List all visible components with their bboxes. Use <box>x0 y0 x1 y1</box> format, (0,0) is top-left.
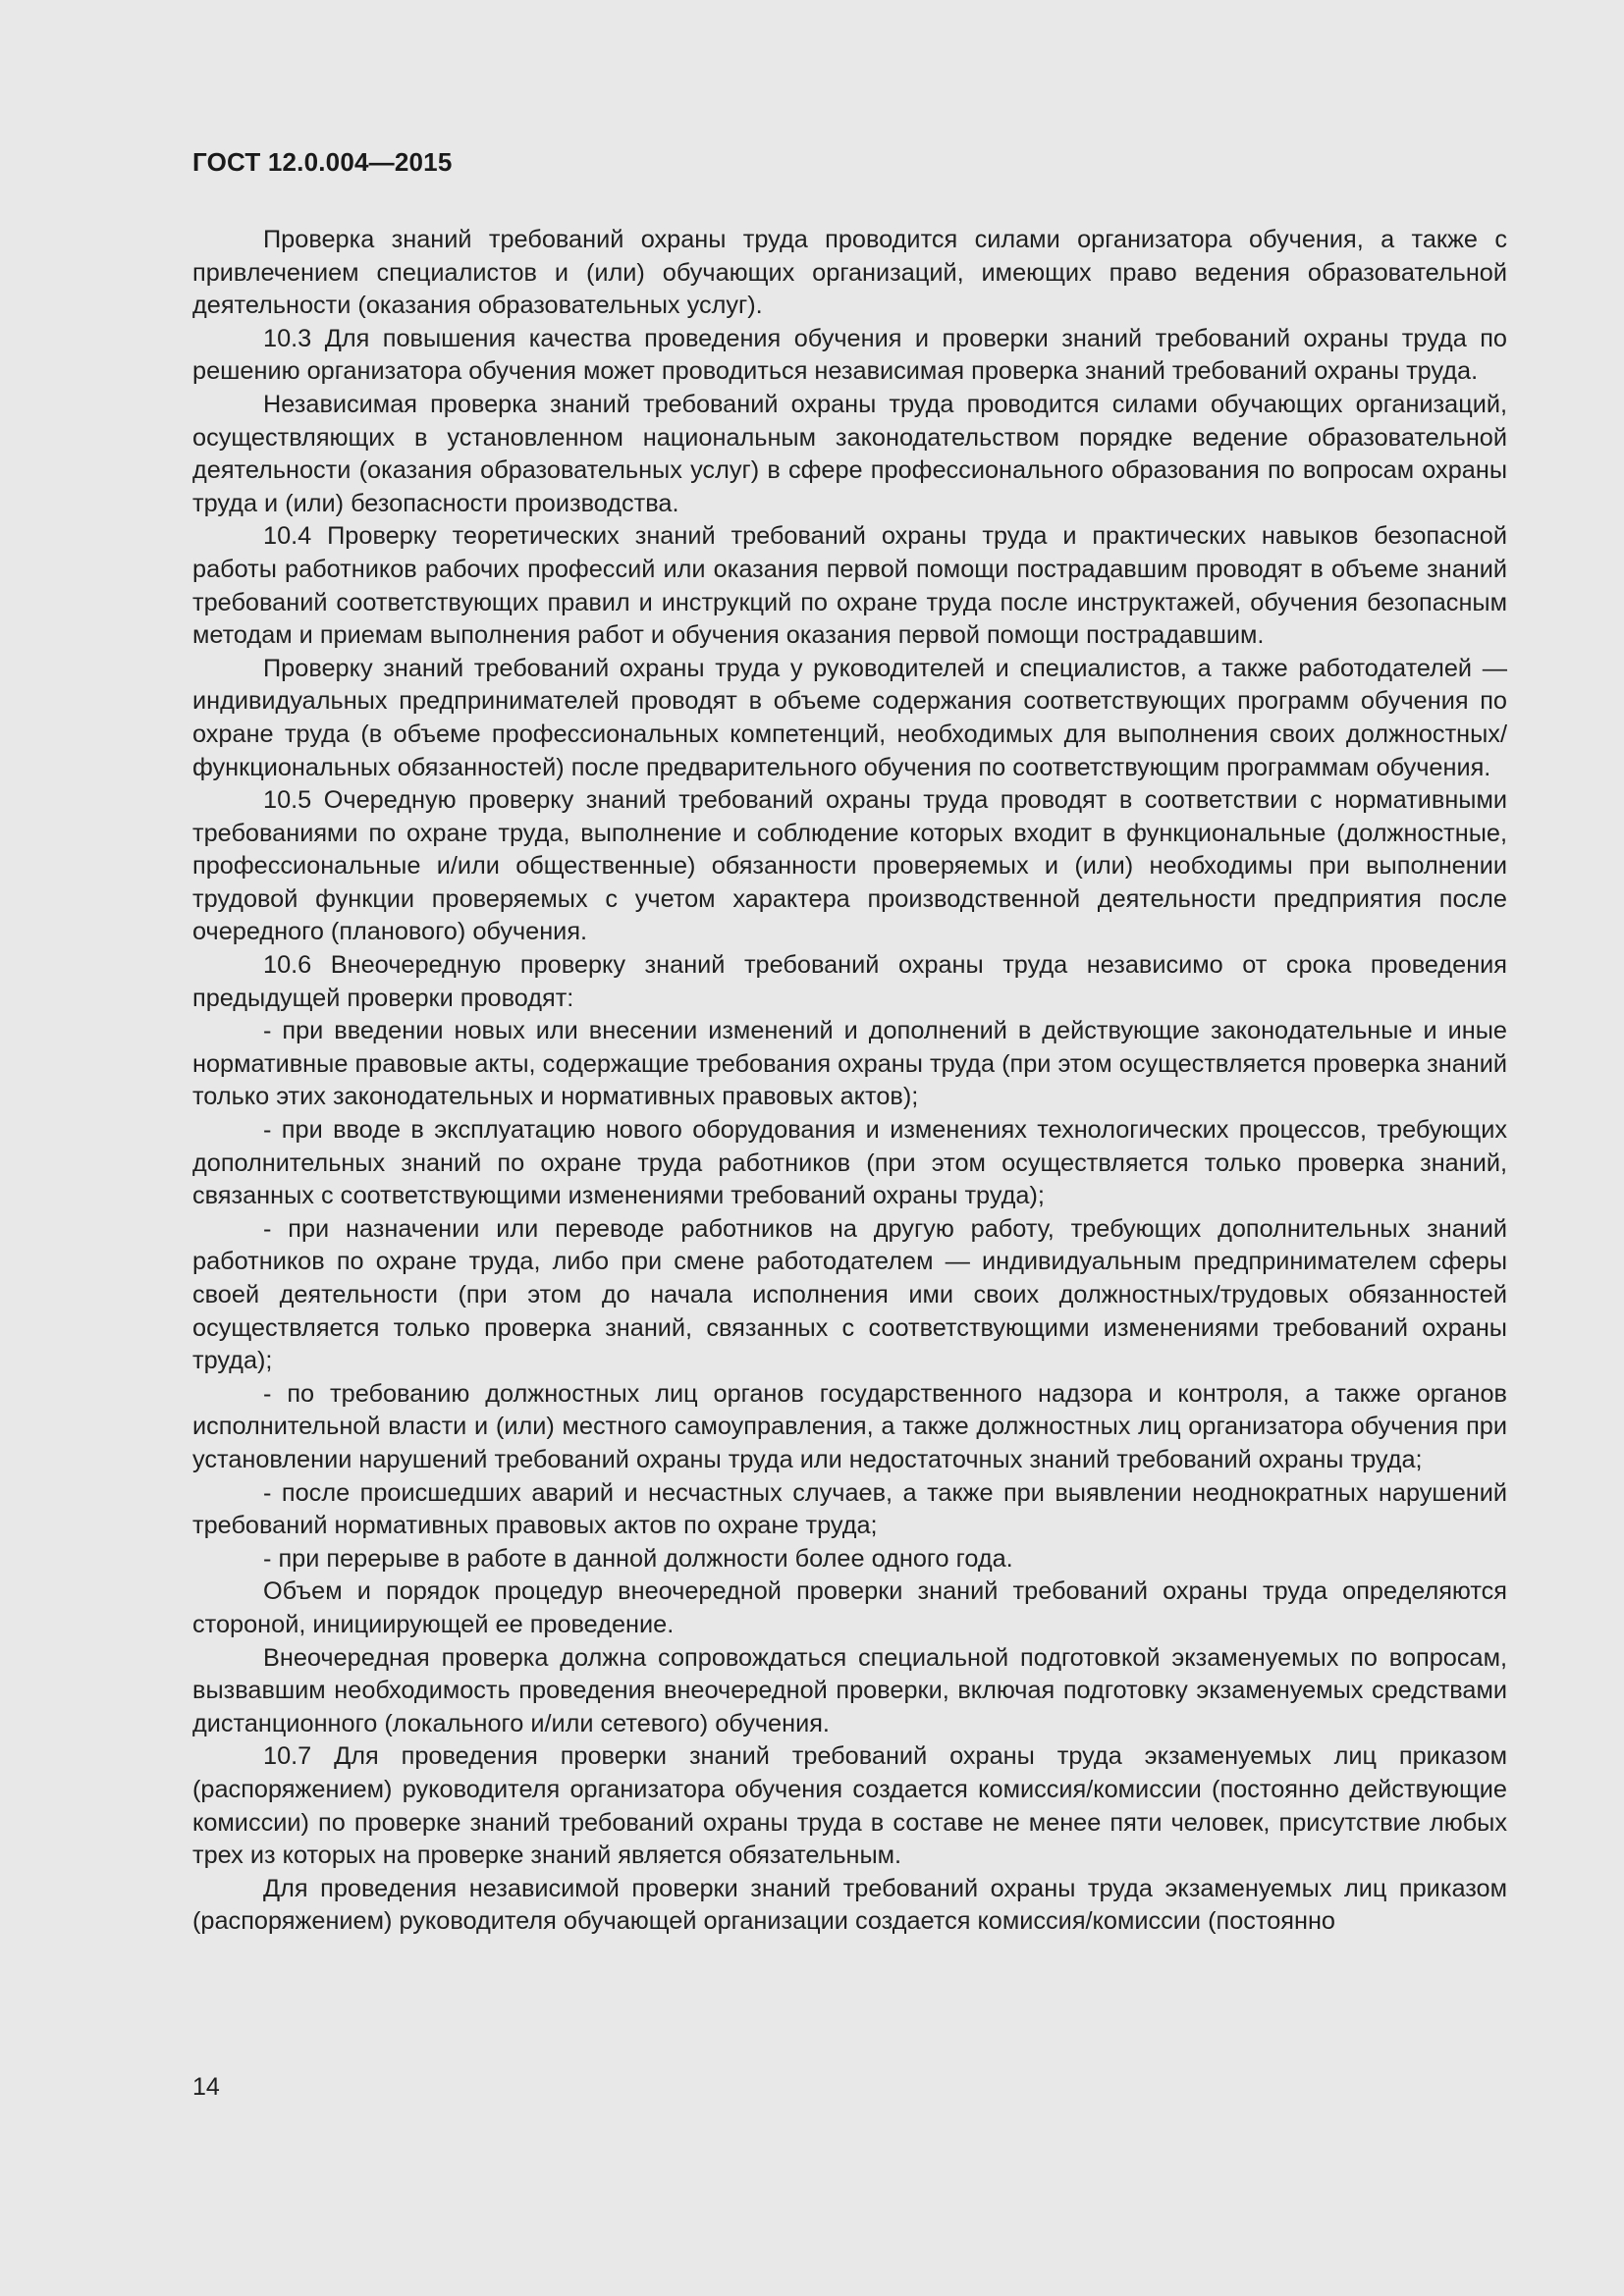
list-item: - при перерыве в работе в данной должности более одного года. <box>263 1544 1013 1573</box>
list-item: - после происшедших аварий и несчастных случаев, а также при выявлении неоднократных нарушений требований нормативных правовых актов по охране труда; <box>192 1478 1507 1540</box>
paragraph: Независимая проверка знаний требований охраны труда проводится силами обучающих организаций, осуществляющих в установленном национальным законодательством порядке ведение образовательной деятельности (оказания образовательных услуг) в сфере профессионального образования по вопросам охраны труда и (или) безопасности производства. <box>192 390 1507 517</box>
list-item: - при введении новых или внесении изменений и дополнений в действующие законодательные и иные нормативные правовые акты, содержащие требования охраны труда (при этом осуществляется проверка знаний только этих законодательных и нормативных правовых актов); <box>192 1017 1507 1111</box>
paragraph-10-5: 10.5 Очередную проверку знаний требований охраны труда проводят в соответствии с нормативными требованиями по охране труда, выполнение и соблюдение которых входит в функциональные (должностные, профессиональные и/или общественные) обязанности проверяемых и (или) необходимы при выполнении трудовой функции проверяемых с учетом характера производственной деятельности предприятия после очередного (планового) обучения. <box>192 786 1507 946</box>
paragraph-10-4: 10.4 Проверку теоретических знаний требований охраны труда и практических навыков безопасной работы работников рабочих профессий или оказания первой помощи пострадавшим проводят в объеме знаний требований соответствующих правил и инструкций по охране труда после инструктажей, обучения безопасным методам и приемам выполнения работ и обучения оказания первой помощи пострадавшим. <box>192 522 1507 650</box>
document-header-title: ГОСТ 12.0.004—2015 <box>192 147 453 177</box>
page-number: 14 <box>192 2073 220 2101</box>
list-item: - по требованию должностных лиц органов государственного надзора и контроля, а также органов исполнительной власти и (или) местного самоуправления, а также должностных лиц организатора обучения при установлении нарушений требований охраны труда или недостаточных знаний требований охраны труда; <box>192 1379 1507 1473</box>
paragraph-10-3: 10.3 Для повышения качества проведения обучения и проверки знаний требований охраны труда по решению организатора обучения может проводиться независимая проверка знаний требований охраны труда. <box>192 324 1507 386</box>
document-body <box>192 224 1507 1939</box>
paragraph-10-7: 10.7 Для проведения проверки знаний требований охраны труда экзаменуемых лиц приказом (распоряжением) руководителя организатора обучения создается комиссия/комиссии (постоянно действующие комиссии) по проверке знаний требований охраны труда в составе не менее пяти человек, присутствие любых трех из которых на проверке знаний является обязательным. <box>192 1742 1507 1870</box>
paragraph: Объем и порядок процедур внеочередной проверки знаний требований охраны труда определяются стороной, инициирующей ее проведение. <box>192 1577 1507 1638</box>
paragraph: Для проведения независимой проверки знаний требований охраны труда экзаменуемых лиц приказом (распоряжением) руководителя обучающей организации создается комиссия/комиссии (постоянно <box>192 1874 1507 1936</box>
list-item: - при назначении или переводе работников на другую работу, требующих дополнительных знаний работников по охране труда, либо при смене работодателем — индивидуальным предпринимателем сферы своей деятельности (при этом до начала исполнения ими своих должностных/трудовых обязанностей осуществляется только проверка знаний, связанных с соответствующими изменениями требований охраны труда); <box>192 1214 1507 1375</box>
paragraph: Внеочередная проверка должна сопровождаться специальной подготовкой экзаменуемых по вопросам, вызвавшим необходимость проведения внеочередной проверки, включая подготовку экзаменуемых средствами дистанционного (локального и/или сетевого) обучения. <box>192 1643 1507 1737</box>
list-item: - при вводе в эксплуатацию нового оборудования и изменениях технологических процессов, требующих дополнительных знаний по охране труда работников (при этом осуществляется только проверка знаний, связанных с соответствующими изменениями требований охраны труда); <box>192 1116 1507 1210</box>
paragraph-10-6: 10.6 Внеочередную проверку знаний требований охраны труда независимо от срока проведения предыдущей проверки проводят: <box>192 951 1507 1012</box>
paragraph: Проверка знаний требований охраны труда проводится силами организатора обучения, а также с привлечением специалистов и (или) обучающих организаций, имеющих право ведения образовательной деятельности (оказания образовательных услуг). <box>192 226 1507 320</box>
paragraph: Проверку знаний требований охраны труда у руководителей и специалистов, а также работодателей — индивидуальных предпринимателей проводят в объеме содержания соответствующих программ обучения по охране труда (в объеме профессиональных компетенций, необходимых для выполнения своих должностных/функциональных обязанностей) после предварительного обучения по соответствующим программам обучения. <box>192 654 1507 781</box>
